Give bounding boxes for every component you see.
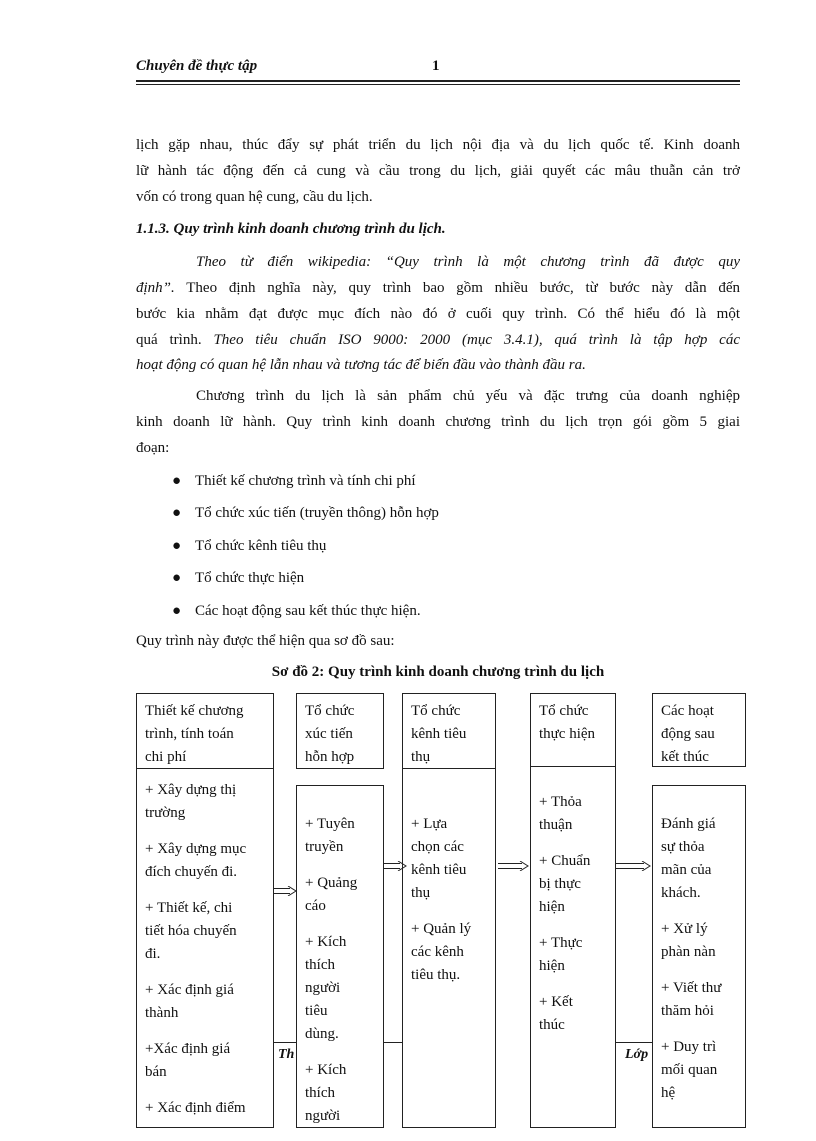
bullet-icon: ●: [172, 538, 182, 554]
footer-line: [274, 1042, 296, 1043]
stage-header-after-sales: [652, 693, 746, 767]
flow-arrow-icon: [274, 886, 298, 896]
stage-items: + Tuyên truyền + Quảng cáo + Kích thích người tiêu dùng. + Kích thích người: [305, 816, 358, 1124]
body-text: quá trình.: [136, 332, 214, 348]
stage-title: Tổ chức kênh tiêu thụ: [411, 703, 467, 765]
header-rule-thin: [136, 84, 740, 85]
bullet-icon: ●: [172, 603, 182, 619]
body-line: lịch gặp nhau, thúc đẩy sự phát triển du lịch nội địa và du lịch quốc tế. Kinh doanh: [136, 137, 740, 153]
stage-title: Thiết kế chương trình, tính toán chi phí: [145, 703, 244, 765]
diagram-intro: Quy trình này được thể hiện qua sơ đồ sau:: [136, 633, 395, 649]
stage-items: Đánh giá sự thỏa mãn của khách. + Xử lý phàn nàn + Viết thư thăm hỏi + Duy trì mối quan hệ: [661, 816, 722, 1101]
stage-body-execution: [530, 766, 616, 1128]
body-line: [136, 280, 740, 297]
stage-header-design: [136, 693, 274, 769]
bullet-icon: ●: [172, 505, 182, 521]
stage-body-promotion: [296, 785, 384, 1128]
body-line: vốn có trong quan hệ cung, cầu du lịch.: [136, 189, 373, 205]
flow-arrow-icon: [498, 861, 530, 871]
body-line: đoạn:: [136, 440, 170, 456]
stage-items: + Thỏa thuận + Chuẩn bị thực hiện + Thực hiện + Kết thúc: [539, 794, 591, 1033]
flow-arrow-icon: [616, 861, 652, 871]
body-line: Chương trình du lịch là sản phẩm chủ yếu và đặc trưng của doanh nghiệp: [196, 388, 740, 404]
iso-definition: Theo tiêu chuẩn ISO 9000: 2000 (mục 3.4.1), quá trình là tập hợp các: [213, 332, 740, 348]
body-line: bước kia nhằm đạt được mục đích nào đó ở cuối quy trình. Có thể hiểu đó là một: [136, 306, 740, 322]
stage-items: + Lựa chọn các kênh tiêu thụ + Quản lý các kênh tiêu thụ.: [411, 816, 472, 983]
body-line: [136, 332, 740, 349]
stage-title: Tổ chức thực hiện: [539, 703, 596, 742]
bullet-icon: ●: [172, 473, 182, 489]
section-heading: 1.1.3. Quy trình kinh doanh chương trình du lịch.: [136, 221, 446, 237]
diagram-caption: Sơ đồ 2: Quy trình kinh doanh chương trình du lịch: [271, 664, 605, 680]
stage-header-execution: [530, 693, 616, 767]
stage-title: Tổ chức xúc tiến hỗn hợp: [305, 703, 355, 765]
footer-line: [616, 1042, 652, 1043]
flow-arrow-icon: [384, 861, 408, 871]
stage-items: + Xây dựng thị trường + Xây dựng mục đích chuyến đi. + Thiết kế, chi tiết hóa chuyến đi. + Xác định giá thành +Xác định giá bán + Xác định điểm: [145, 782, 247, 1116]
page-number: 1: [432, 58, 440, 74]
stage-header-promotion: [296, 693, 384, 769]
quote-end: định”.: [136, 280, 175, 296]
stage-body-after-sales: [652, 785, 746, 1128]
body-line: Theo từ điển wikipedia: “Quy trình là một chương trình đã được quy: [196, 254, 740, 270]
header-rule: [136, 80, 740, 82]
body-text: Theo định nghĩa này, quy trình bao gồm nhiều bước, từ bước này dẫn đến: [174, 280, 740, 296]
footer-fragment: Lớp: [625, 1047, 649, 1062]
body-line: kinh doanh lữ hành. Quy trình kinh doanh chương trình du lịch trọn gói gồm 5 giai: [136, 414, 740, 430]
bullet-icon: ●: [172, 570, 182, 586]
stage-title: Các hoạt động sau kết thúc: [661, 703, 715, 765]
body-line: hoạt động có quan hệ lẫn nhau và tương tác để biến đầu vào thành đầu ra.: [136, 357, 586, 373]
stage-body-design: [136, 768, 274, 1128]
page-header: [136, 58, 740, 78]
stage-header-channel: [402, 693, 496, 769]
footer-fragment: Th: [278, 1047, 295, 1062]
body-line: lữ hành tác động đến cả cung và cầu trong du lịch, giải quyết các mâu thuẫn cản trở: [136, 163, 740, 179]
stage-body-channel: [402, 768, 496, 1128]
footer-line: [384, 1042, 402, 1043]
header-title: Chuyên đề thực tập: [136, 58, 258, 74]
